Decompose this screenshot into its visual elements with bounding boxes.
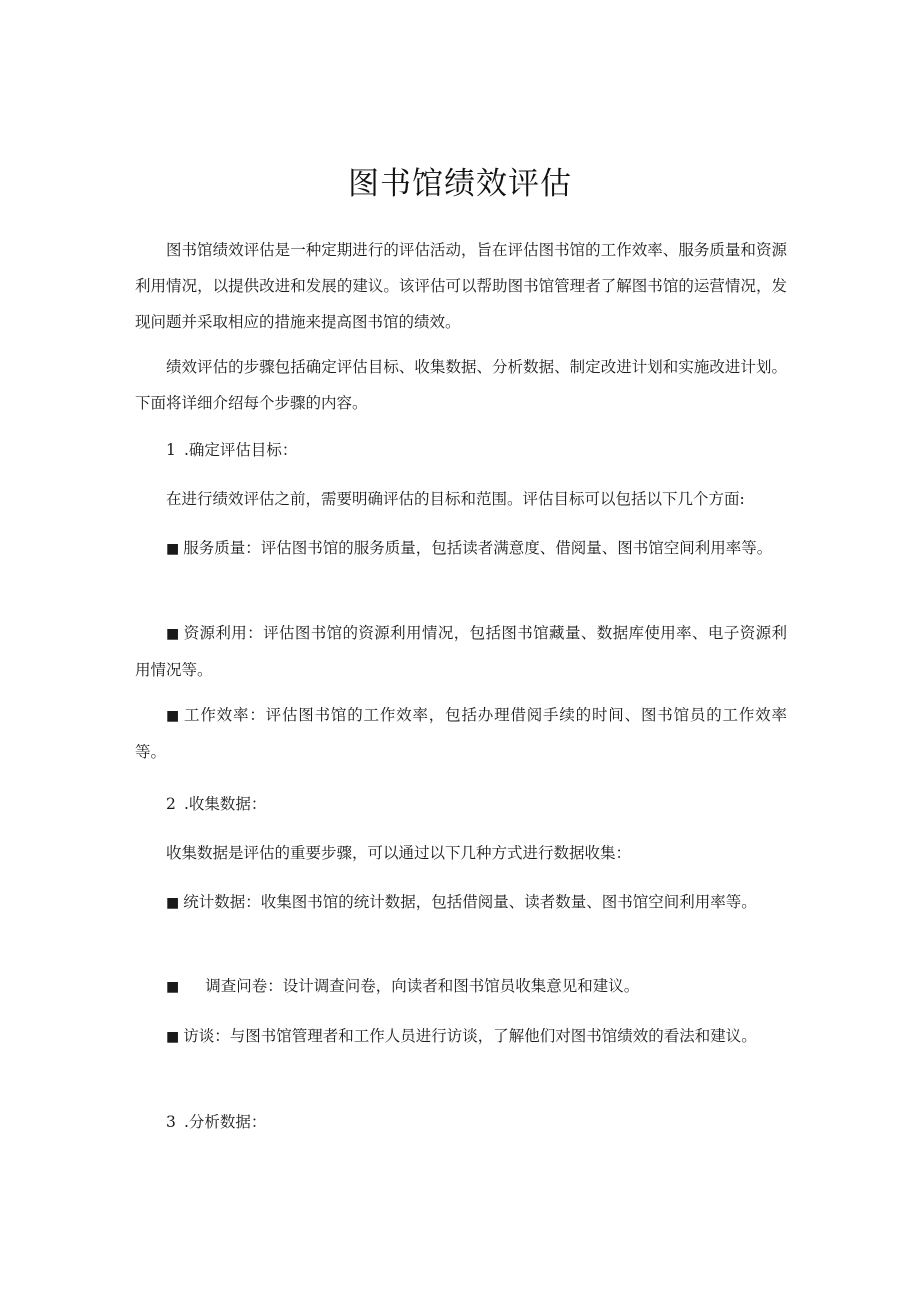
bullet-square-icon: ■ (166, 626, 180, 642)
bullet-item (135, 615, 787, 688)
bullet-text: 工作效率：评估图书馆的工作效率，包括办理借阅手续的时间、图书馆员的工作效率等。 (135, 706, 787, 761)
bullet-text: 调查问卷：设计调查问卷，向读者和图书馆员收集意见和建议。 (205, 977, 640, 995)
section-heading-text: .收集数据： (184, 795, 267, 813)
section-heading-text: .分析数据： (184, 1113, 267, 1131)
bullet-square-icon: ■ (166, 1029, 180, 1045)
section-heading-2 (166, 786, 786, 822)
section-intro-2: 收集数据是评估的重要步骤，可以通过以下几种方式进行数据收集： (166, 844, 632, 862)
section-heading-3 (166, 1104, 786, 1140)
bullet-item (135, 697, 787, 770)
section-number: 3 (166, 1113, 176, 1131)
document-title: 图书馆绩效评估 (348, 166, 572, 202)
bullet-item (135, 530, 787, 567)
section-number: 1 (166, 441, 176, 459)
bullet-square-icon: ■ (166, 708, 181, 724)
bullet-item (135, 884, 787, 921)
bullet-item (135, 1018, 787, 1055)
section-heading-text: .确定评估目标： (184, 441, 298, 459)
bullet-text: 访谈：与图书馆管理者和工作人员进行访谈，了解他们对图书馆绩效的看法和建议。 (183, 1027, 757, 1045)
bullet-text: 统计数据：收集图书馆的统计数据，包括借阅量、读者数量、图书馆空间利用率等。 (183, 893, 757, 911)
bullet-text: 服务质量：评估图书馆的服务质量，包括读者满意度、借阅量、图书馆空间利用率等。 (183, 539, 773, 557)
section-intro-1: 在进行绩效评估之前，需要明确评估的目标和范围。评估目标可以包括以下几个方面: (166, 490, 745, 508)
steps-overview-paragraph: 绩效评估的步骤包括确定评估目标、收集数据、分析数据、制定改进计划和实施改进计划。下面将详细介绍每个步骤的内容。 (135, 358, 787, 412)
bullet-square-icon: ■ (166, 541, 180, 557)
bullet-square-icon: ■ (166, 895, 180, 911)
section-heading-1 (166, 432, 786, 468)
bullet-text: 资源利用：评估图书馆的资源利用情况，包括图书馆藏量、数据库使用率、电子资源利用情况等。 (135, 624, 787, 679)
intro-paragraph: 图书馆绩效评估是一种定期进行的评估活动，旨在评估图书馆的工作效率、服务质量和资源利用情况，以提供改进和发展的建议。该评估可以帮助图书馆管理者了解图书馆的运营情况，发现问题并采取相应的措施来提高图书馆的绩效。 (135, 241, 787, 331)
section-number: 2 (166, 795, 176, 813)
bullet-item (135, 968, 787, 1005)
bullet-square-icon: ■ (166, 979, 180, 995)
